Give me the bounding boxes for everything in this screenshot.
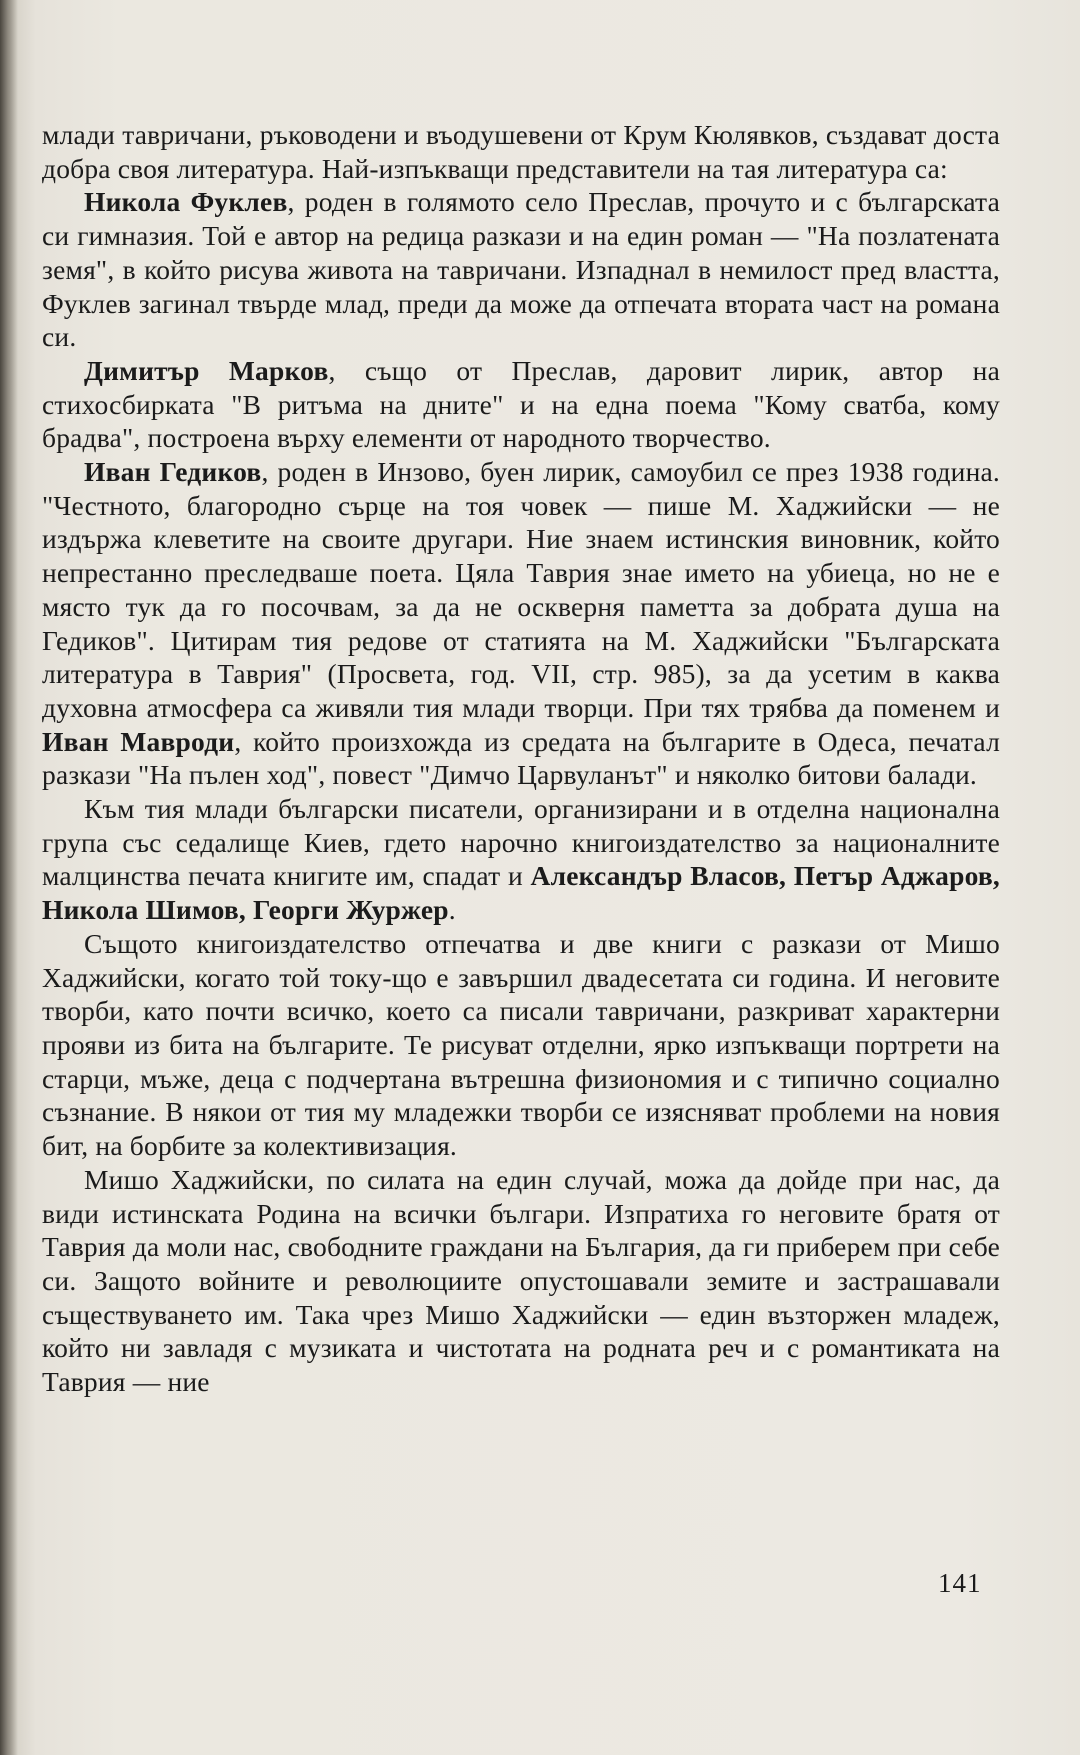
bold-name-run: Иван Гедиков xyxy=(84,456,262,488)
text-run: млади тавричани, ръководени и въодушевени от Крум Кюлявков, създават доста добра своя литература. Най-изпъкващи представители на тая литература са: xyxy=(42,119,1000,184)
text-run: , роден в Инзово, буен лирик, самоубил се през 1938 година. "Честното, благородно сърце на тоя човек — пише М. Хаджийски — не издържа клеветите на своите другари. Ние знаем истинския виновник, който непрестанно преследваше поета. Цяла Таврия знае името на убиеца, но не е място тук да го посочвам, за да не оскверня паметта за добрата душа на Гедиков". Цитирам тия редове от статията на М. Хаджийски "Българската литература в Таврия" (Просвета, год. VII, стр. 985), за да усетим в каква духовна атмосфера са живяли тия млади творци. При тях трябва да поменем и xyxy=(42,456,1000,723)
paragraph xyxy=(42,1163,1000,1399)
bold-name-run: Александър Власов, Петър Аджаров, Никола Шимов, Георги Журжер xyxy=(42,860,1001,926)
binding-gutter-shadow xyxy=(0,0,18,1755)
text-run: , също от Преслав, даровит лирик, автор на стихосбирката "В ритъма на дните" и на една поема "Кому сватба, кому брадва", построена върху елементи от народното творчество. xyxy=(42,354,1001,454)
paragraph xyxy=(42,792,1000,927)
paragraph xyxy=(42,455,1000,792)
paragraph xyxy=(42,927,1000,1163)
bold-name-run: Димитър Марков xyxy=(84,354,329,386)
paragraph xyxy=(42,354,1000,455)
text-run: . xyxy=(448,894,456,926)
text-run: Мишо Хаджийски, по силата на един случай, можа да дойде при нас, да види истинската Родина на всички българи. Изпратиха го неговите братя от Таврия да моли нас, свободните граждани на България, да ги приберем при себе си. Защото войните и революциите опустошавали земите и застрашавали съществуването им. Така чрез Мишо Хаджийски — един възторжен младеж, който ни завладя с музиката и чистотата на родната реч и с романтиката на Таврия — ние xyxy=(42,1163,1000,1398)
bold-name-run: Иван Мавроди xyxy=(42,725,235,757)
text-run: Към тия млади български писатели, организирани и в отделна национална група със седалище Киев, гдето нарочно книгоиздателство за националните малцинства печата книгите им, спадат и xyxy=(42,793,1000,892)
text-run: , който произхожда из средата на българите в Одеса, печатал разкази "На пълен ход", повест "Димчо Царвуланът" и няколко битови балади. xyxy=(42,725,1000,791)
page-body-text xyxy=(42,118,1000,1399)
bold-name-run: Никола Фуклев xyxy=(84,186,288,218)
page-number: 141 xyxy=(938,1568,982,1598)
paragraph xyxy=(42,118,1000,185)
text-run: , роден в голямото село Преслав, прочуто и с българската си гимназия. Той е автор на редица разкази и на един роман — "На позлатената земя", в който рисува живота на тавричани. Изпаднал в немилост пред властта, Фуклев загинал твърде млад, преди да може да отпечата втората част на романа си. xyxy=(42,186,1000,353)
paragraph xyxy=(42,185,1000,354)
text-run: Същото книгоиздателство отпечатва и две книги с разкази от Мишо Хаджийски, когато той току-що е завършил двадесетата си година. И неговите творби, като почти всичко, което са писали тавричани, разкриват характерни прояви из бита на българите. Те рисуват отделни, ярко изпъкващи портрети на старци, мъже, деца с подчертана вътрешна физиономия и с типично социално съзнание. В някои от тия му младежки творби се изясняват проблеми на новия бит, на борбите за колективизация. xyxy=(42,927,1000,1162)
